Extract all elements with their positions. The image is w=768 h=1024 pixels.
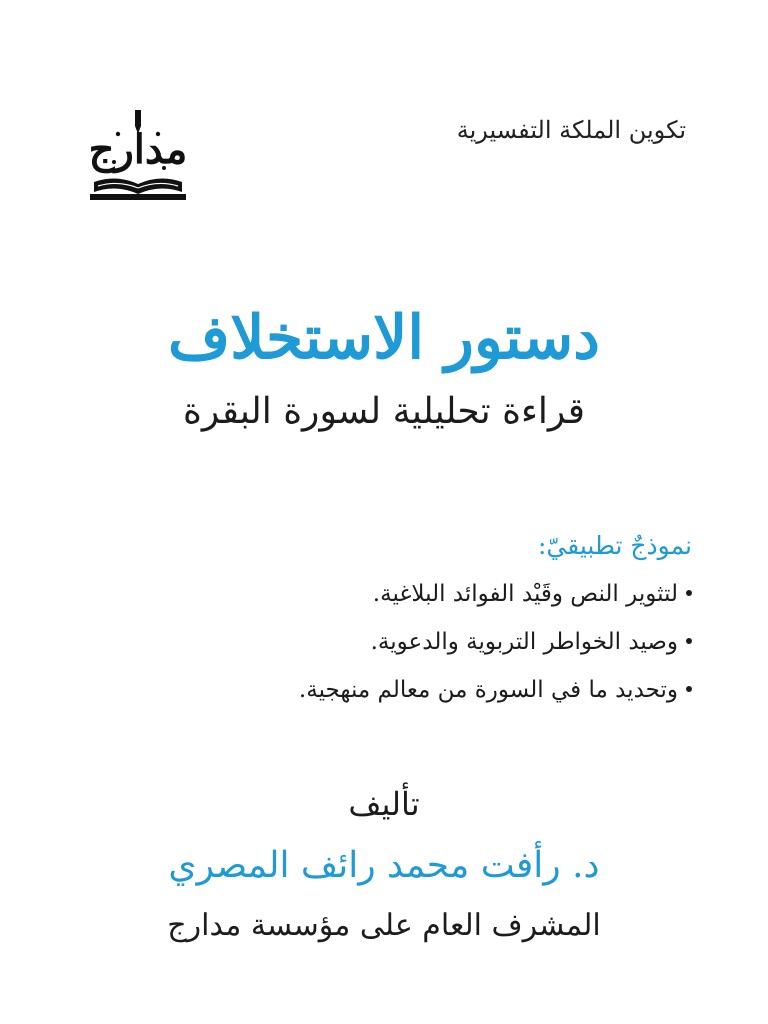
list-item-text: وتحديد ما في السورة من معالم منهجية. xyxy=(298,677,678,703)
list-item xyxy=(232,620,692,668)
madarij-logo xyxy=(88,108,188,204)
list-item-text: لتثوير النص وقَيْد الفوائد البلاغية. xyxy=(372,581,678,607)
bullet-icon xyxy=(686,686,692,692)
author-label: تأليف xyxy=(348,785,420,823)
list-item-text: وصيد الخواطر التربوية والدعوية. xyxy=(370,629,678,655)
author-role: المشرف العام على مؤسسة مدارج xyxy=(167,908,601,943)
book-subtitle: قراءة تحليلية لسورة البقرة xyxy=(182,391,585,432)
book-title: دستور الاستخلاف xyxy=(168,303,600,373)
description-list xyxy=(232,572,692,716)
list-item xyxy=(232,572,692,620)
author-name: د. رأفت محمد رائف المصري xyxy=(168,845,600,886)
logo-text: مدارج xyxy=(88,126,188,173)
description-heading: نموذجٌ تطبيقيّ: xyxy=(537,531,692,560)
bullet-icon xyxy=(686,590,692,596)
list-item xyxy=(232,668,692,716)
series-title: تكوين الملكة التفسيرية xyxy=(456,116,686,144)
bullet-icon xyxy=(686,638,692,644)
